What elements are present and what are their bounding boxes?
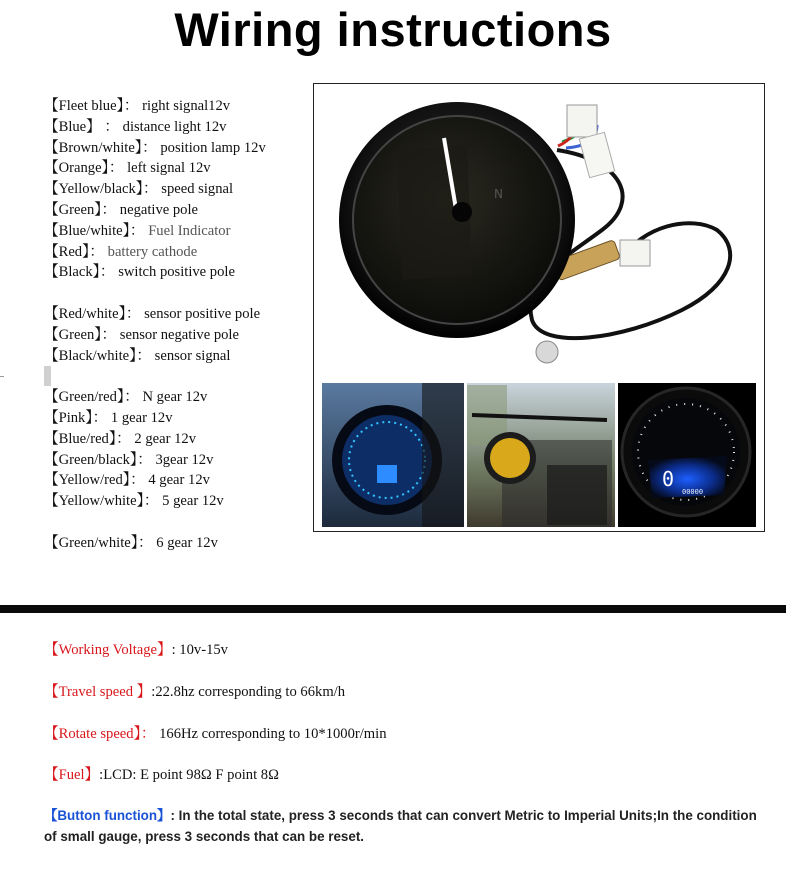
wire-item: 【Blue/white】： Fuel Indicator [44, 222, 231, 239]
edge-tick [0, 376, 4, 377]
wire-item: 【Brown/white】： position lamp 12v [44, 139, 266, 156]
product-photo [322, 90, 756, 527]
spec-fuel: 【Fuel】:LCD: E point 98Ω F point 8Ω [44, 767, 279, 783]
wire-item: 【Fleet blue】： right signal12v [44, 98, 231, 114]
spec-rotate-speed: 【Rotate speed】： 166Hz corresponding to 10*1000r/min [44, 726, 387, 742]
wire-item: 【Red/white】： sensor positive pole [44, 305, 261, 322]
wiring-list [44, 96, 266, 554]
lcd-gauge-photo [618, 383, 756, 527]
wire-item: 【Green/black】： 3gear 12v [44, 451, 214, 468]
lcd-odometer: 00000 [682, 488, 704, 496]
wire-item: 【Black】： switch positive pole [44, 264, 235, 281]
wire-item: 【Green】： negative pole [44, 201, 199, 218]
wire-item: 【Green/white】： 6 gear 12v [44, 534, 218, 551]
wire-item: 【Pink】： 1 gear 12v [44, 409, 173, 426]
motorcycle-photo-2 [467, 383, 615, 527]
wire-item: 【Blue】 ： distance light 12v [44, 118, 227, 135]
wire-item: 【Green/red】： N gear 12v [44, 389, 208, 406]
wire-item: 【Orange】： left signal 12v [44, 160, 211, 177]
page-title: Wiring instructions [174, 3, 612, 56]
wire-item: 【Green】： sensor negative pole [44, 326, 239, 343]
wire-item: 【Yellow/white】： 5 gear 12v [44, 493, 224, 510]
list-spacer [44, 366, 266, 387]
gauge-product-image [322, 90, 756, 378]
list-spacer [44, 283, 266, 304]
wire-item: 【Black/white】： sensor signal [44, 347, 231, 364]
list-spacer [44, 512, 266, 533]
spec-button-function: 【Button function】: In the total state, press 3 seconds that can convert Metric to Imperial Units;In the condition of small gauge, press 3 seconds that can be reset. [44, 808, 757, 844]
spec-working-voltage: 【Working Voltage】: 10v-15v [44, 642, 228, 658]
section-divider [0, 605, 786, 613]
spec-travel-speed: 【Travel speed 】:22.8hz corresponding to 66km/h [44, 684, 346, 700]
wire-item: 【Red】： battery cathode [44, 243, 198, 260]
wire-item: 【Yellow/red】： 4 gear 12v [44, 472, 210, 489]
wire-item: 【Yellow/black】： speed signal [44, 181, 234, 198]
motorcycle-photo-1 [322, 383, 464, 527]
wire-item: 【Blue/red】： 2 gear 12v [44, 430, 196, 447]
text-cursor-marker [44, 366, 51, 386]
lcd-speed-digit: 0 [662, 467, 675, 491]
svg-text:N: N [494, 187, 503, 201]
